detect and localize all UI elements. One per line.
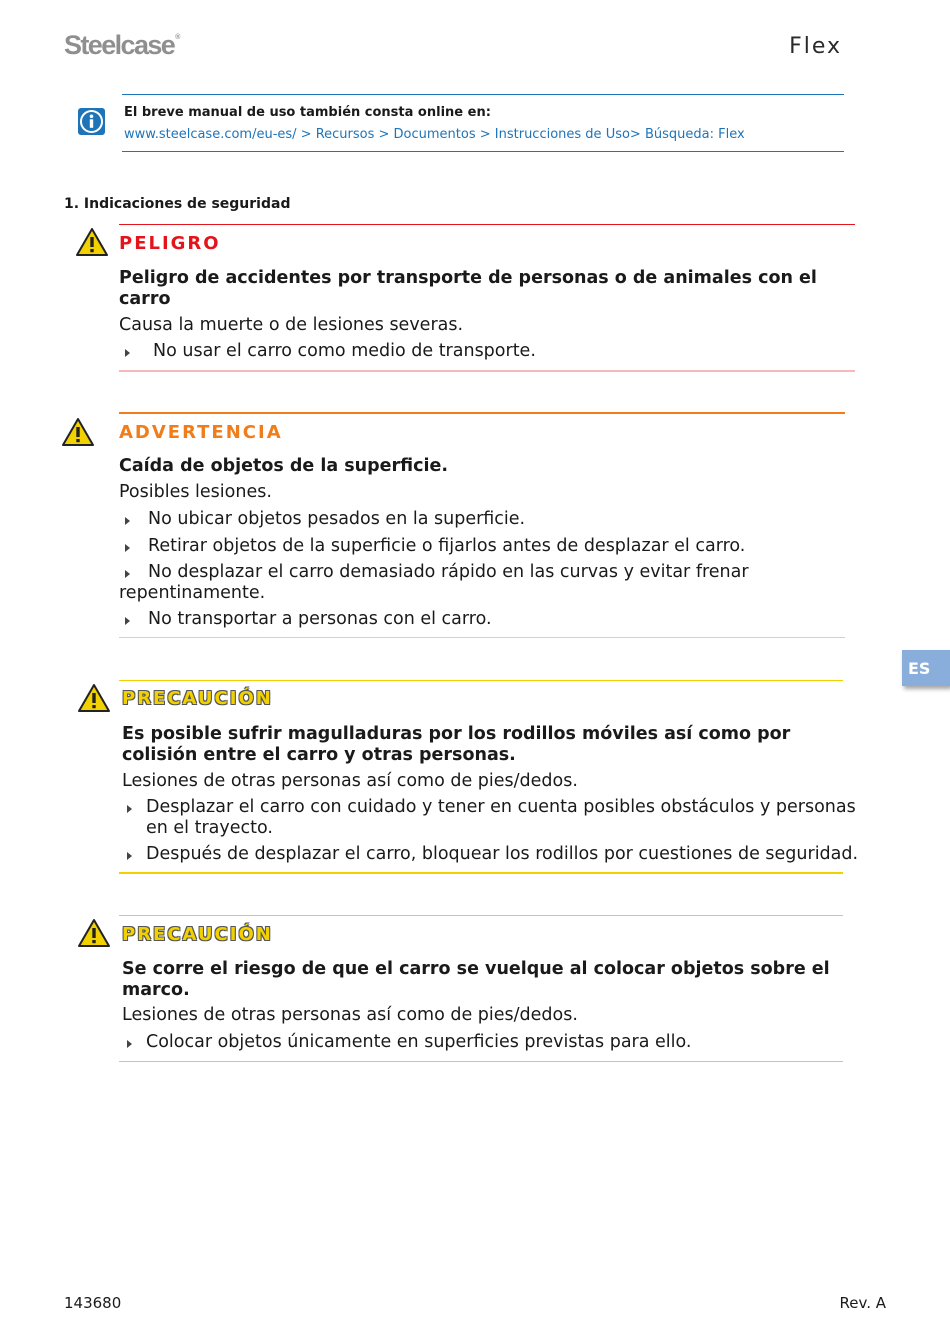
bullet-arrow-icon xyxy=(127,805,132,813)
warning-top-rule xyxy=(119,412,845,414)
caution-signal-word: PRECAUCIÓN xyxy=(122,688,273,709)
logo-text: Steelcase xyxy=(64,30,175,60)
language-tab-label: ES xyxy=(908,659,931,678)
warning-consequence: Posibles lesiones. xyxy=(119,482,272,502)
warning-step-3: No desplazar el carro demasiado rápido en las curvas y evitar frenar xyxy=(148,562,749,582)
caution-hazard-line-1: Se corre el riesgo de que el carro se vuelque al colocar objetos sobre el xyxy=(122,959,830,979)
caution-hazard-line-2: colisión entre el carro y otras personas. xyxy=(122,745,516,765)
warning-triangle-icon xyxy=(61,417,95,447)
warning-step-3-continuation: repentinamente. xyxy=(119,583,266,603)
caution-top-rule xyxy=(119,915,843,916)
bullet-arrow-icon xyxy=(125,617,130,625)
steelcase-logo xyxy=(64,30,180,61)
caution-signal-word: PRECAUCIÓN xyxy=(122,924,273,945)
danger-hazard-line-1: Peligro de accidentes por transporte de personas o de animales con el xyxy=(119,268,817,288)
warning-signal-word: ADVERTENCIA xyxy=(119,422,283,443)
online-manual-link[interactable]: www.steelcase.com/eu-es/ > Recursos > Documentos > Instrucciones de Uso> Búsqueda: Flex xyxy=(124,127,745,142)
caution-consequence: Lesiones de otras personas así como de pies/dedos. xyxy=(122,1005,578,1025)
caution-top-rule xyxy=(119,680,843,681)
bullet-arrow-icon xyxy=(125,349,130,357)
registered-mark: ® xyxy=(175,34,181,41)
bullet-arrow-icon xyxy=(127,852,132,860)
caution-step-1-continuation: en el trayecto. xyxy=(146,818,273,838)
caution-hazard-line-2: marco. xyxy=(122,980,190,1000)
danger-step-1: No usar el carro como medio de transporte. xyxy=(153,341,536,361)
caution-bottom-rule xyxy=(119,872,843,874)
warning-step-4: No transportar a personas con el carro. xyxy=(148,609,492,629)
caution-step-2: Después de desplazar el carro, bloquear los rodillos por cuestiones de seguridad. xyxy=(146,844,859,864)
bullet-arrow-icon xyxy=(125,544,130,552)
caution-bottom-rule xyxy=(119,1061,843,1062)
danger-signal-word: PELIGRO xyxy=(119,233,221,254)
product-name: Flex xyxy=(789,34,842,59)
info-icon xyxy=(78,108,105,135)
warning-triangle-icon xyxy=(77,918,111,948)
danger-consequence: Causa la muerte o de lesiones severas. xyxy=(119,315,464,335)
warning-triangle-icon xyxy=(75,227,109,257)
warning-step-1: No ubicar objetos pesados en la superficie. xyxy=(148,509,526,529)
warning-step-2: Retirar objetos de la superficie o fijarlos antes de desplazar el carro. xyxy=(148,536,746,556)
bullet-arrow-icon xyxy=(125,517,130,525)
language-tab-es[interactable] xyxy=(902,650,950,686)
warning-triangle-icon xyxy=(77,683,111,713)
danger-bottom-rule xyxy=(119,370,855,372)
caution-hazard-line-1: Es posible sufrir magulladuras por los rodillos móviles así como por xyxy=(122,724,791,744)
caution-consequence: Lesiones de otras personas así como de pies/dedos. xyxy=(122,771,578,791)
revision-label: Rev. A xyxy=(839,1294,886,1312)
danger-top-rule xyxy=(119,224,855,225)
document-number: 143680 xyxy=(64,1294,122,1312)
caution-step-1: Desplazar el carro con cuidado y tener en cuenta posibles obstáculos y personas xyxy=(146,797,856,817)
warning-bottom-rule xyxy=(119,637,845,638)
bullet-arrow-icon xyxy=(127,1040,132,1048)
online-manual-title: El breve manual de uso también consta online en: xyxy=(124,105,491,120)
caution-step-1: Colocar objetos únicamente en superficies previstas para ello. xyxy=(146,1032,692,1052)
section-heading: 1. Indicaciones de seguridad xyxy=(64,196,291,212)
danger-hazard-line-2: carro xyxy=(119,289,171,309)
online-manual-notice xyxy=(122,94,844,152)
bullet-arrow-icon xyxy=(125,570,130,578)
warning-hazard: Caída de objetos de la superficie. xyxy=(119,456,449,476)
